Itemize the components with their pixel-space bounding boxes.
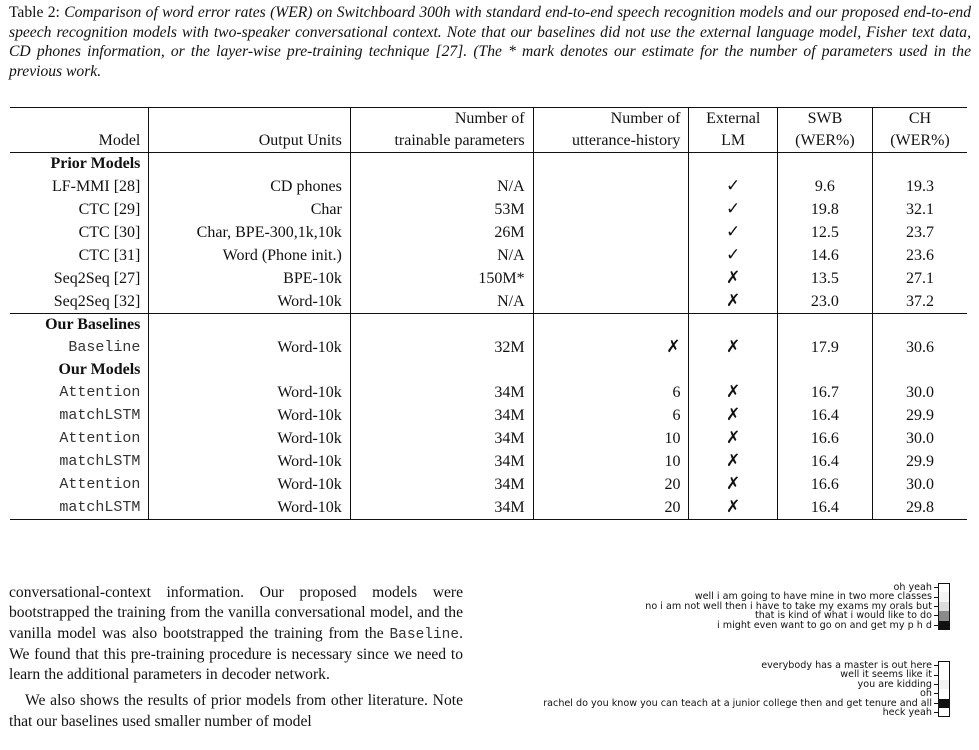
table-row <box>10 267 967 290</box>
attention-weight-cell <box>938 583 950 592</box>
cell-swb-wer: 19.8 <box>777 198 872 221</box>
header-history-line1: Number of <box>533 108 689 131</box>
cell-external-lm: ✗ <box>689 381 777 404</box>
cell-output-units: Char, BPE-300,1k,10k <box>149 221 350 244</box>
cell-output-units: Word-10k <box>149 427 350 450</box>
cell-model: Attention <box>10 381 149 404</box>
table-row <box>10 427 967 450</box>
header-params-line1: Number of <box>350 108 533 131</box>
cell-model: Seq2Seq [32] <box>10 290 149 314</box>
cell-params: 150M* <box>350 267 533 290</box>
cell-params: 34M <box>350 450 533 473</box>
cell-output-units: CD phones <box>149 175 350 198</box>
cell-history <box>533 290 689 314</box>
header-model: Model <box>10 130 149 153</box>
header-params-line2: trainable parameters <box>350 130 533 153</box>
attention-utterance <box>543 708 950 717</box>
cell-model: Attention <box>10 427 149 450</box>
cell-external-lm: ✗ <box>689 427 777 450</box>
utterance-label: rachel do you know you can teach at a junior college then and get tenure and all <box>543 697 932 709</box>
paragraph-2: We also shows the results of prior models from other literature. Note that our baselines used smaller number of model <box>9 692 463 730</box>
body-text-column <box>9 583 463 732</box>
cell-swb-wer: 13.5 <box>777 267 872 290</box>
attention-utterance <box>645 621 950 630</box>
cell-external-lm: ✗ <box>689 496 777 520</box>
cell-history <box>533 175 689 198</box>
attention-weight-cell <box>938 670 950 679</box>
caption-text: Comparison of word error rates (WER) on Switchboard 300h with standard end-to-end speech recognition models and our proposed end-to-end speech recognition models with two-speaker conversational context. Note that our baselines did not use the external language model, Fisher text data, CD phones information, or the layer-wise pre-training technique [27]. (The * mark denotes our estimate for the number of parameters used in the previous work. <box>9 4 971 81</box>
cell-model: CTC [31] <box>10 244 149 267</box>
cell-history: ✗ <box>533 336 689 359</box>
cell-params: 26M <box>350 221 533 244</box>
cell-params: 34M <box>350 381 533 404</box>
table-row <box>10 198 967 221</box>
cell-ch-wer: 23.6 <box>905 246 934 264</box>
cell-params: N/A <box>350 290 533 314</box>
cell-ch-wer: 30.0 <box>905 475 934 493</box>
table-body <box>10 153 967 520</box>
cell-swb-wer: 23.0 <box>777 290 872 314</box>
table-row <box>10 244 967 267</box>
cell-external-lm: ✓ <box>689 175 777 198</box>
cell-swb-wer: 16.6 <box>777 473 872 496</box>
cell-swb-wer: 12.5 <box>777 221 872 244</box>
cell-history: 10 <box>533 427 689 450</box>
attention-weight-cell <box>938 621 950 630</box>
cell-history: 10 <box>533 450 689 473</box>
cell-ch-wer: 29.8 <box>872 496 967 520</box>
cell-swb-wer: 16.4 <box>777 450 872 473</box>
cell-history: 20 <box>533 496 689 520</box>
cell-ch-wer: 29.9 <box>905 452 934 470</box>
cell-model: Baseline <box>10 336 149 359</box>
cell-model: Seq2Seq [27] <box>10 267 149 290</box>
cell-history <box>533 267 689 290</box>
cell-ch-wer: 37.2 <box>905 292 934 310</box>
attention-weight-cell <box>938 680 950 689</box>
cell-external-lm: ✗ <box>689 336 777 359</box>
cell-output-units: Word-10k <box>149 496 350 520</box>
attention-weight-cell <box>938 592 950 601</box>
section-title-prior: Prior Models <box>10 153 967 176</box>
cell-ch-wer: 30.0 <box>905 383 934 401</box>
cell-model: matchLSTM <box>10 404 149 427</box>
utterance-label: no i am not well then i have to take my exams my orals but <box>645 600 932 612</box>
attention-weight-cell <box>938 689 950 698</box>
attention-weight-cell <box>938 708 950 717</box>
attention-weight-cell <box>938 602 950 611</box>
header-swb-line1: SWB <box>777 108 872 131</box>
cell-params: 34M <box>350 496 533 520</box>
cell-ch-wer: 19.3 <box>905 177 934 195</box>
table-row <box>10 450 967 473</box>
cell-model: matchLSTM <box>10 450 149 473</box>
cell-history <box>533 221 689 244</box>
section-title-baselines: Our Baselines <box>10 314 967 337</box>
cell-model: CTC [30] <box>10 221 149 244</box>
cell-output-units: Word-10k <box>149 404 350 427</box>
cell-output-units: Char <box>149 198 350 221</box>
header-ch-line2: (WER%) <box>890 132 950 149</box>
cell-ch-wer: 29.9 <box>905 406 934 424</box>
table-header-row-2 <box>10 130 967 153</box>
cell-history: 20 <box>533 473 689 496</box>
utterance-label: everybody has a master is out here <box>761 660 932 671</box>
header-swb-line2: (WER%) <box>777 130 872 153</box>
cell-params: 34M <box>350 404 533 427</box>
cell-model: CTC [29] <box>10 198 149 221</box>
table-header-row-1 <box>10 108 967 131</box>
cell-history <box>533 244 689 267</box>
attention-weight-cell <box>938 611 950 620</box>
cell-external-lm: ✗ <box>689 450 777 473</box>
table-row <box>10 290 967 314</box>
cell-external-lm: ✗ <box>689 473 777 496</box>
table-caption <box>9 3 971 82</box>
caption-label: Table 2: <box>9 4 60 21</box>
utterance-label: heck yeah <box>882 706 932 718</box>
cell-params: 34M <box>350 427 533 450</box>
cell-output-units: Word-10k <box>149 473 350 496</box>
header-output-units: Output Units <box>149 130 350 153</box>
cell-history <box>533 198 689 221</box>
cell-output-units: Word-10k <box>149 450 350 473</box>
header-ch-line1: CH <box>872 108 967 131</box>
cell-output-units: Word-10k <box>149 290 350 314</box>
attention-group-1 <box>645 583 950 630</box>
cell-ch-wer: 32.1 <box>905 200 934 218</box>
inline-code-baseline: Baseline <box>389 626 460 643</box>
cell-history: 6 <box>533 381 689 404</box>
cell-model: LF-MMI [28] <box>10 175 149 198</box>
cell-swb-wer: 16.4 <box>777 496 872 520</box>
cell-ch-wer: 27.1 <box>905 269 934 287</box>
attention-utterance <box>543 680 950 689</box>
table-row <box>10 175 967 198</box>
cell-swb-wer: 16.6 <box>777 427 872 450</box>
cell-ch-wer: 30.6 <box>905 338 934 356</box>
utterance-label: that is kind of what i would like to do <box>754 610 932 622</box>
cell-external-lm: ✓ <box>689 198 777 221</box>
utterance-label: well it seems like it <box>840 669 932 681</box>
table-row <box>10 221 967 244</box>
header-lm-line2: LM <box>689 130 777 153</box>
cell-swb-wer: 16.7 <box>777 381 872 404</box>
cell-swb-wer: 16.4 <box>777 404 872 427</box>
table-row <box>10 404 967 427</box>
utterance-label: you are kidding <box>857 678 932 690</box>
cell-output-units: Word-10k <box>149 336 350 359</box>
cell-ch-wer: 30.0 <box>905 429 934 447</box>
cell-output-units: BPE-10k <box>149 267 350 290</box>
table-row <box>10 381 967 404</box>
cell-external-lm: ✗ <box>689 267 777 290</box>
paragraph-1: conversational-context information. Our proposed models were bootstrapped the training from the vanilla conversational model, and the vanilla model was also bootstrapped the training from the Baseline. We found that this pre-training procedure is necessary since we need to learn the additional parameters in decoder network. <box>9 584 463 684</box>
header-history-line2: utterance-history <box>533 130 689 153</box>
cell-params: N/A <box>350 244 533 267</box>
attention-weight-cell <box>938 699 950 708</box>
cell-model: Attention <box>10 473 149 496</box>
cell-model: matchLSTM <box>10 496 149 520</box>
cell-output-units: Word (Phone init.) <box>149 244 350 267</box>
utterance-label: i might even want to go on and get my p h d <box>717 619 932 631</box>
cell-params: N/A <box>350 175 533 198</box>
utterance-label: oh yeah <box>893 582 932 593</box>
cell-params: 34M <box>350 473 533 496</box>
cell-external-lm: ✓ <box>689 244 777 267</box>
header-lm-line1: External <box>689 108 777 131</box>
cell-ch-wer: 23.7 <box>905 223 934 241</box>
cell-history: 6 <box>533 404 689 427</box>
cell-params: 53M <box>350 198 533 221</box>
cell-swb-wer: 14.6 <box>777 244 872 267</box>
utterance-label: well i am going to have mine in two more classes <box>694 591 932 603</box>
attention-group-2 <box>543 661 950 717</box>
table-row <box>10 473 967 496</box>
utterance-label: oh <box>920 688 932 700</box>
table-row <box>10 496 967 520</box>
cell-params: 32M <box>350 336 533 359</box>
cell-external-lm: ✗ <box>689 290 777 314</box>
table-row <box>10 336 967 359</box>
results-table <box>10 107 967 520</box>
cell-swb-wer: 9.6 <box>777 175 872 198</box>
cell-external-lm: ✗ <box>689 404 777 427</box>
cell-external-lm: ✓ <box>689 221 777 244</box>
section-title-our-models: Our Models <box>10 359 967 381</box>
attention-weight-cell <box>938 661 950 670</box>
cell-swb-wer: 17.9 <box>777 336 872 359</box>
cell-output-units: Word-10k <box>149 381 350 404</box>
